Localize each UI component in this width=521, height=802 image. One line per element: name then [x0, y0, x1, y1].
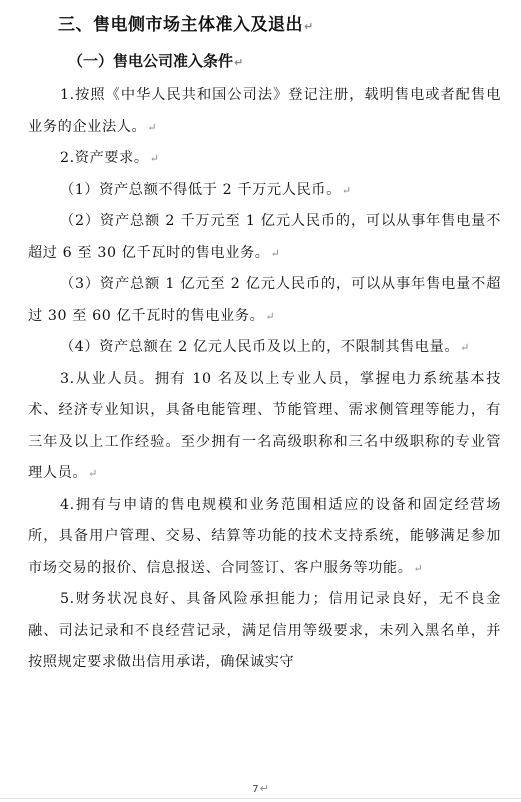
page-bottom-divider — [0, 798, 521, 799]
paragraph-mark-icon: ↵ — [265, 309, 276, 323]
paragraph-2: 2.资产要求。↵ — [60, 150, 160, 166]
paragraph-6: （4）资产总额在 2 亿元人民币及以上的，不限制其售电量。↵ — [60, 339, 470, 355]
paragraph-5: （3）资产总额 1 亿元至 2 亿元人民币的，可以从事年售电量不超过 30 至 60 亿千瓦时的售电业务。↵ — [28, 276, 501, 324]
paragraph-1: 1.按照《中华人民共和国公司法》登记注册，载明售电或者配售电业务的企业法人。↵ — [28, 87, 501, 135]
paragraph-mark-icon: ↵ — [234, 56, 244, 69]
paragraph-8: 4.拥有与申请的售电规模和业务范围相适应的设备和固定经营场所，具备用户管理、交易、结算等功能的技术支持系统，能够满足参加市场交易的报价、信息报送、合同签订、客户服务等功能。↵ — [28, 496, 501, 576]
paragraph-9: 5.财务状况良好、具备风险承担能力；信用记录良好，无不良金融、司法记录和不良经营记录，满足信用等级要求，未列入黑名单，并按照规定要求做出信用承诺，确保诚实守 — [28, 591, 501, 670]
paragraph-mark-icon: ↵ — [259, 782, 269, 795]
paragraph-mark-icon: ↵ — [460, 341, 470, 354]
paragraph-mark-icon: ↵ — [149, 152, 160, 165]
paragraph-mark-icon: ↵ — [304, 20, 314, 33]
paragraph-7: 3.从业人员。拥有 10 名及以上专业人员，掌握电力系统基本技术、经济专业知识，具备电能管理、节能管理、需求侧管理等能力，有三年及以上工作经验。至少拥有一名高级职称和三名中级职称的专业管理人员。↵ — [28, 370, 501, 481]
paragraph-mark-icon: ↵ — [88, 467, 98, 480]
page-number: 7↵ — [252, 782, 269, 795]
paragraph-mark-icon: ↵ — [413, 561, 424, 575]
paragraph-mark-icon: ↵ — [270, 246, 281, 260]
section-title: 三、售电侧市场主体准入及退出↵ — [58, 15, 314, 35]
paragraph-4: （2）资产总额 2 千万元至 1 亿元人民币的，可以从事年售电量不超过 6 至 30 亿千瓦时的售电业务。↵ — [28, 213, 501, 261]
paragraph-mark-icon: ↵ — [147, 120, 158, 134]
paragraph-mark-icon: ↵ — [341, 183, 352, 197]
paragraph-3: （1）资产总额不得低于 2 千万元人民币。↵ — [60, 181, 352, 198]
subsection-title: （一）售电公司准入条件↵ — [68, 52, 244, 70]
